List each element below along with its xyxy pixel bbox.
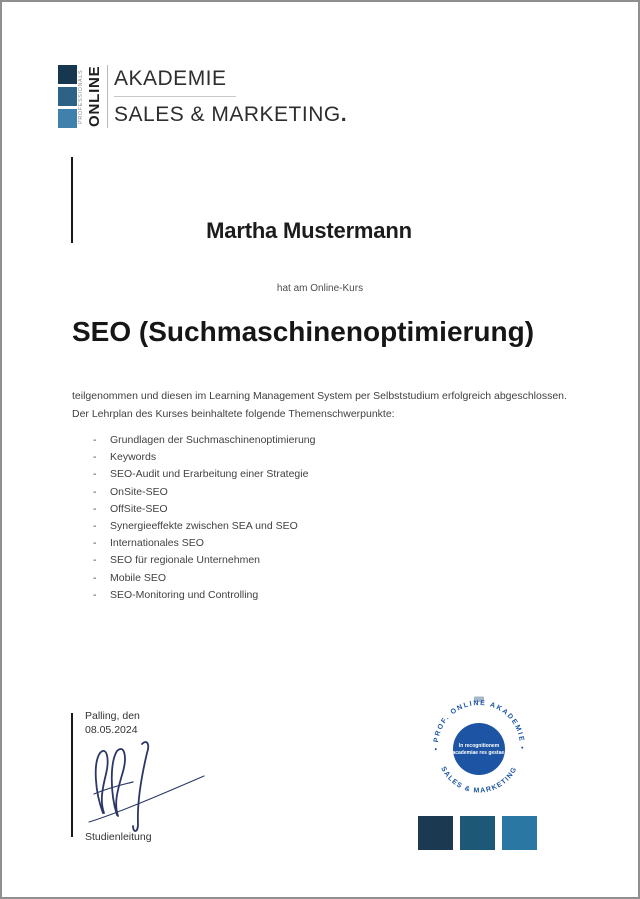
logo-professionals-text: PROFESSIONALS — [78, 69, 84, 124]
logo-sales-marketing-text: SALES & MARKETING — [114, 103, 341, 126]
signature-stroke — [96, 751, 108, 813]
topic-item — [93, 449, 315, 466]
signature-image — [85, 735, 210, 840]
topic-text: Grundlagen der Suchmaschinenoptimierung — [110, 434, 316, 446]
topic-dash: - — [93, 520, 97, 533]
topic-text: OffSite-SEO — [110, 502, 168, 515]
topic-item — [93, 466, 315, 483]
logo — [58, 65, 347, 128]
logo-squares — [58, 65, 77, 128]
logo-horizontal-divider — [114, 96, 236, 97]
topic-dash: - — [93, 485, 97, 498]
topic-item — [93, 432, 315, 449]
body-paragraph — [72, 387, 597, 423]
recipient-name: Martha Mustermann — [206, 218, 412, 243]
academy-seal — [424, 691, 534, 801]
logo-square-dark — [58, 65, 77, 84]
logo-square-mid — [58, 87, 77, 106]
topic-text: Keywords — [110, 451, 157, 464]
topic-dash: - — [93, 588, 97, 601]
logo-online-text: ONLINE — [86, 65, 103, 128]
topic-dash: - — [93, 571, 97, 584]
logo-akademie: AKADEMIE — [114, 67, 227, 90]
place-date-block — [85, 709, 140, 737]
logo-dot: . — [340, 103, 348, 126]
footer-square-dark — [418, 816, 453, 850]
seal-inner-circle — [453, 723, 505, 775]
topic-text: Internationales SEO — [110, 537, 204, 550]
topic-item — [93, 587, 315, 604]
seal-inner-line2: academiae res gestae. — [452, 750, 506, 756]
topic-dash: - — [93, 451, 97, 464]
body-line-1: teilgenommen und diesen im Learning Management System per Selbststudium erfolgreich abgeschlossen. — [72, 390, 567, 402]
seal-top-textpath: • PROF. ONLINE AKADEMIE • — [432, 699, 526, 751]
topic-dash: - — [93, 468, 97, 481]
date-text: 08.05.2024 — [85, 724, 138, 736]
topic-text: SEO-Monitoring und Controlling — [110, 588, 259, 601]
signature-stroke — [112, 749, 125, 816]
course-title: SEO (Suchmaschinenoptimierung) — [72, 316, 535, 347]
signature-stroke — [133, 742, 148, 831]
topic-item — [93, 570, 315, 587]
topic-item — [93, 518, 315, 535]
topic-dash: - — [93, 502, 97, 515]
topic-dash: - — [93, 434, 97, 446]
topic-dash: - — [93, 537, 97, 550]
logo-vertical-divider — [107, 65, 108, 128]
topic-text: OnSite-SEO — [110, 485, 168, 498]
intro-text: hat am Online-Kurs — [276, 283, 364, 294]
logo-wordmark — [112, 65, 347, 128]
logo-square-light — [58, 109, 77, 128]
place-text: Palling, den — [85, 710, 140, 722]
topic-text: Synergieeffekte zwischen SEA und SEO — [110, 520, 298, 533]
footer-square-light — [502, 816, 537, 850]
topic-item — [93, 535, 315, 552]
footer-square-mid — [460, 816, 495, 850]
seal-inner-line1: In recognitionem — [458, 743, 500, 749]
topic-dash: - — [93, 554, 97, 567]
bottom-vertical-rule — [71, 713, 73, 837]
logo-sales-marketing — [114, 101, 347, 128]
topic-text: SEO-Audit und Erarbeitung einer Strategie — [110, 468, 309, 481]
body-line-2: Der Lehrplan des Kurses beinhaltete folgende Themenschwerpunkte: — [72, 408, 395, 420]
signature-stroke — [89, 776, 204, 822]
topic-item — [93, 552, 315, 569]
topic-item — [93, 501, 315, 518]
seal-bottom-textpath: SALES & MARKETING — [439, 765, 519, 795]
footer-squares — [418, 815, 540, 851]
topic-item — [93, 484, 315, 501]
signature-stroke — [94, 782, 133, 794]
role-text: Studienleitung — [85, 831, 152, 843]
topics-list — [93, 432, 315, 604]
topic-text: Mobile SEO — [110, 571, 167, 584]
topic-text: SEO für regionale Unternehmen — [110, 554, 260, 567]
